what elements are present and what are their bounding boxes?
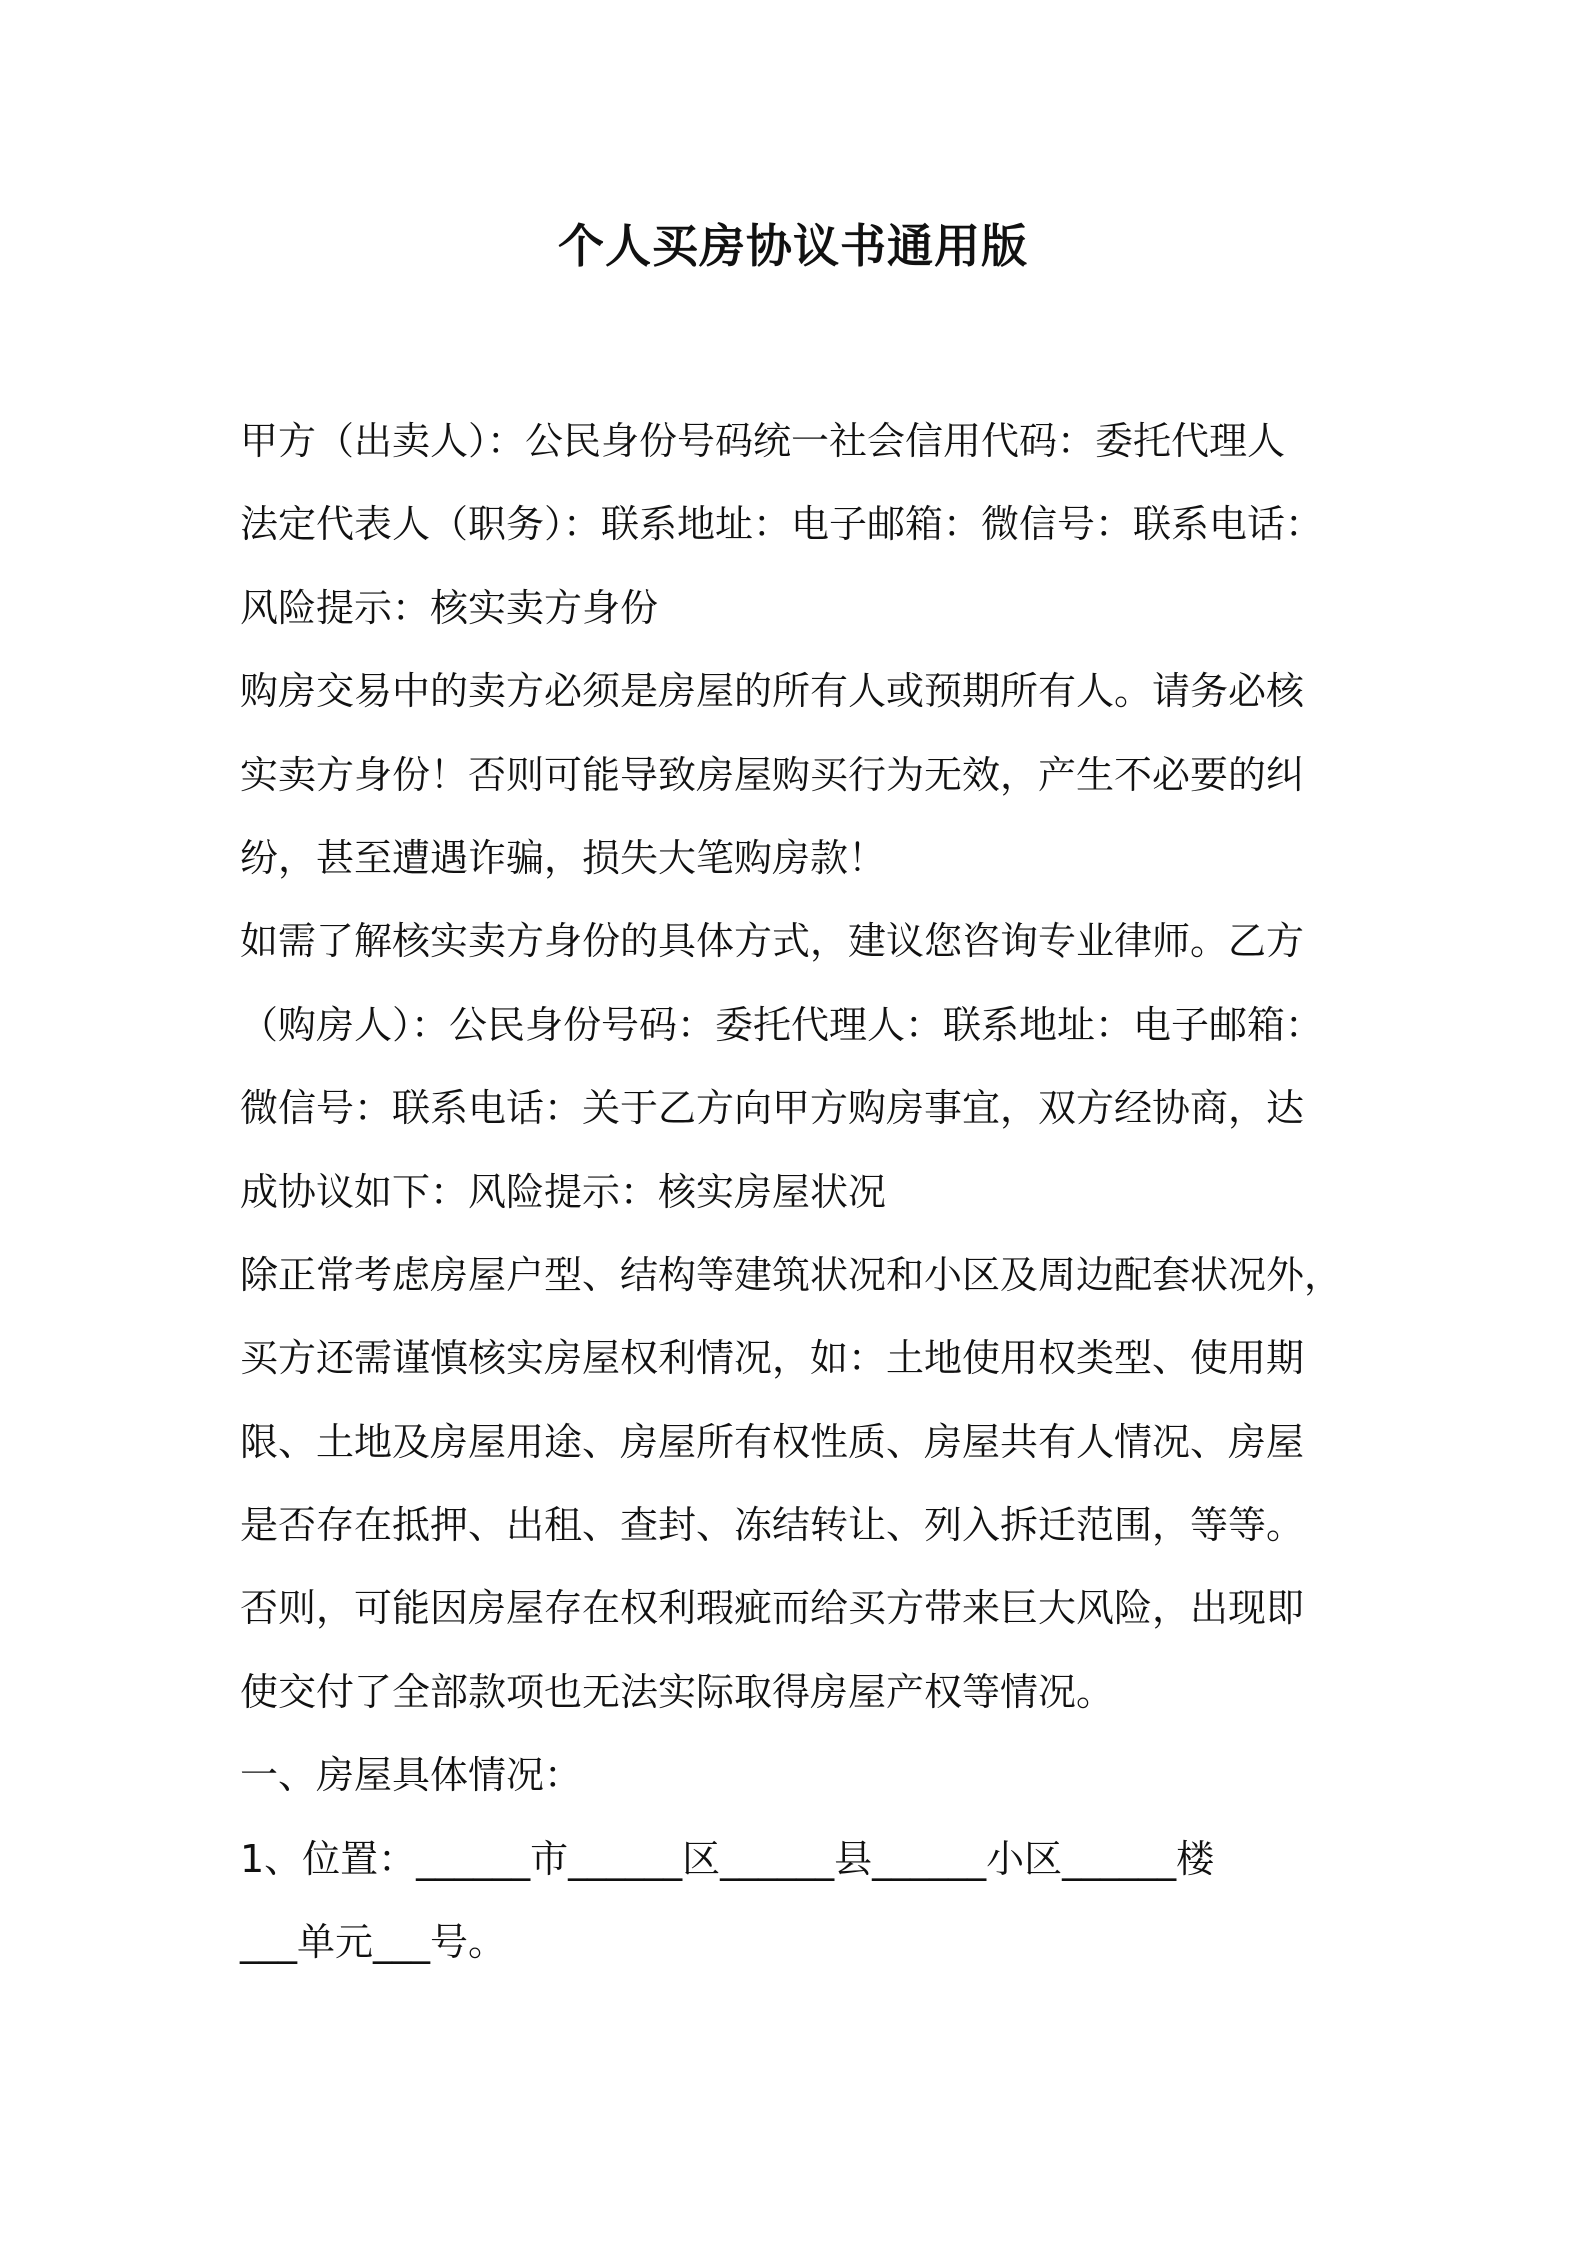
text-line: 实卖方身份！否则可能导致房屋购买行为无效，产生不必要的纠 [240,752,1305,797]
text-line: 使交付了全部款项也无法实际取得房屋产权等情况。 [240,1669,1115,1714]
text-line: 如需了解核实卖方身份的具体方式，建议您咨询专业律师。乙方 [240,919,1305,964]
text-line: 风险提示：核实卖方身份 [240,585,659,630]
text-line: 购房交易中的卖方必须是房屋的所有人或预期所有人。请务必核 [240,669,1305,714]
text-line: 限、土地及房屋用途、房屋所有权性质、房屋共有人情况、房屋 [240,1419,1305,1464]
document-title: 个人买房协议书通用版 [558,219,1028,273]
text-line: 法定代表人（职务）：联系地址：电子邮箱：微信号：联系电话： [240,502,1324,547]
text-line: ___单元___号。 [240,1920,507,1965]
text-line: 1、位置：______市______区______县______小区______楼 [240,1836,1215,1881]
text-line: 微信号：联系电话：关于乙方向甲方购房事宜，双方经协商，达 [240,1086,1305,1131]
text-line: 买方还需谨慎核实房屋权利情况，如：土地使用权类型、使用期 [240,1336,1305,1381]
text-line: 甲方（出卖人）：公民身份号码统一社会信用代码：委托代理人 [240,419,1286,463]
section-heading: 一、房屋具体情况： [240,1753,583,1798]
text-line: 否则，可能因房屋存在权利瑕疵而给买方带来巨大风险，出现即 [240,1586,1305,1631]
document-body [240,400,1370,1984]
text-line: 除正常考虑房屋户型、结构等建筑状况和小区及周边配套状况外， [240,1252,1343,1297]
text-line: 是否存在抵押、出租、查封、冻结转让、列入拆迁范围，等等。 [240,1503,1305,1548]
text-line: 纷，甚至遭遇诈骗，损失大笔购房款！ [240,835,887,880]
text-line: （购房人）：公民身份号码：委托代理人：联系地址：电子邮箱： [240,1002,1324,1047]
text-line: 成协议如下：风险提示：核实房屋状况 [240,1169,887,1214]
